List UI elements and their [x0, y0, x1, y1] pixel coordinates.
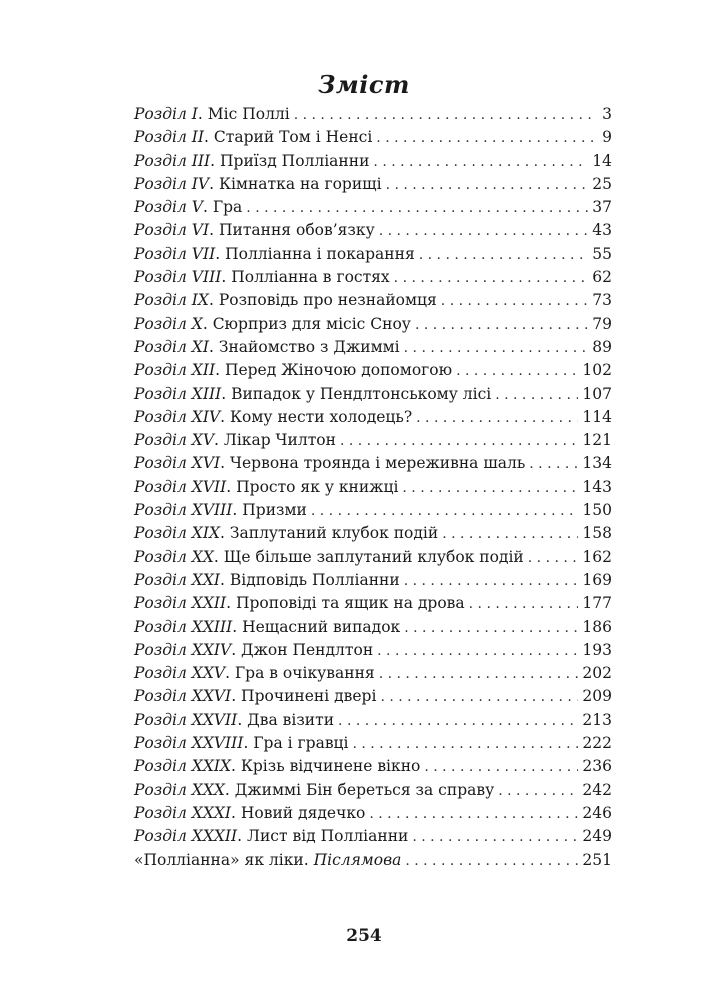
chapter-label: Розділ XXX [134, 780, 225, 799]
chapter-title: Джиммі Бін береться за справу [234, 780, 495, 799]
leader-dots [424, 759, 578, 775]
chapter-label: Розділ XI [134, 337, 209, 356]
chapter-title: Проповіді та ящик на дрова [235, 594, 465, 613]
chapter-label: Розділ XXII [134, 594, 227, 613]
page-ref: 249 [582, 827, 612, 846]
page-title: Зміст [318, 70, 410, 99]
page-ref: 134 [582, 454, 612, 473]
page-ref: 55 [592, 244, 612, 263]
toc-entry: Розділ XV. Лікар Чилтон . . . 121 [134, 431, 612, 454]
page-ref: 169 [582, 570, 612, 589]
afterword-page: 251 [582, 850, 612, 869]
chapter-label: Розділ XIV [134, 407, 221, 426]
leader-dots [404, 340, 589, 356]
chapter-title: Крізь відчинене вікно [240, 757, 421, 776]
leader-dots [402, 480, 578, 496]
chapter-label: Розділ XIII [134, 384, 222, 403]
chapter-title: Міс Поллі [207, 105, 290, 123]
chapter-title: Розповідь про незнайомця [218, 291, 437, 310]
chapter-title: Лікар Чилтон [223, 431, 336, 450]
toc-entry: Розділ XIX. Заплутаний клубок подій . . . 158 [134, 524, 612, 547]
page-ref: 102 [582, 361, 612, 380]
chapter-title: Лист від Полліанни [247, 827, 409, 846]
chapter-title: Питання обов’язку [218, 221, 375, 240]
chapter-title: Гра в очікування [234, 664, 375, 683]
toc-entry: Розділ VII. Полліанна і покарання . . . 55 [134, 245, 612, 268]
chapter-label: Розділ IV [134, 174, 210, 193]
chapter-title: Червона троянда і мереживна шаль [230, 454, 526, 473]
chapter-label: Розділ III [134, 151, 211, 170]
page-ref: 14 [592, 151, 612, 170]
page-ref: 193 [582, 640, 612, 659]
chapter-title: Полліанна і покарання [225, 244, 415, 263]
leader-dots [498, 783, 578, 799]
leader-dots [416, 410, 578, 426]
afterword-title: «Полліанна» як ліки. [134, 850, 309, 869]
toc-entry: Розділ XXXI. Новий дядечко . . . 246 [134, 804, 612, 827]
page-ref: 209 [582, 687, 612, 706]
page-ref: 242 [582, 780, 612, 799]
toc-entry: Розділ XXIX. Крізь відчинене вікно . . . 236 [134, 757, 612, 780]
page-ref: 246 [582, 803, 612, 822]
chapter-label: Розділ V [134, 198, 203, 217]
chapter-label: Розділ IX [134, 291, 209, 310]
chapter-title: Полліанна в гостях [231, 268, 390, 287]
toc-entry: Розділ X. Сюрприз для місіс Сноу . . . 79 [134, 315, 612, 338]
toc-entry: Розділ VIII. Полліанна в гостях . . . 62 [134, 268, 612, 291]
chapter-title: Старий Том і Ненсі [213, 128, 373, 147]
leader-dots [469, 596, 579, 612]
page-ref: 43 [592, 221, 612, 240]
chapter-label: Розділ XXIV [134, 640, 232, 659]
toc-entry: Розділ IX. Розповідь про незнайомця . . . 73 [134, 291, 612, 314]
leader-dots [404, 620, 578, 636]
chapter-label: Розділ XVI [134, 454, 221, 473]
chapter-label: Розділ XIX [134, 524, 220, 543]
page-ref: 3 [602, 105, 612, 123]
toc-entry: Розділ XVI. Червона троянда і мереживна шаль . . . 134 [134, 454, 612, 477]
chapter-label: Розділ XVII [134, 477, 227, 496]
chapter-label: Розділ XXIII [134, 617, 233, 636]
toc-entry: Розділ XXXII. Лист від Полліанни . . . 249 [134, 827, 612, 850]
chapter-label: Розділ XVIII [134, 501, 233, 520]
leader-dots [373, 154, 588, 170]
page-ref: 121 [582, 431, 612, 450]
afterword-subtitle: Післямова [313, 850, 402, 869]
leader-dots [456, 363, 578, 379]
chapter-title: Просто як у книжці [236, 477, 399, 496]
leader-dots [294, 107, 594, 123]
chapter-title: Прочинені двері [241, 687, 377, 706]
toc-entry: Розділ XVIII. Призми . . . 150 [134, 501, 612, 524]
chapter-label: Розділ VI [134, 221, 210, 240]
page-ref: 79 [592, 314, 612, 333]
leader-dots [386, 177, 589, 193]
chapter-label: Розділ X [134, 314, 203, 333]
chapter-label: Розділ XXVIII [134, 734, 244, 753]
chapter-label: Розділ XXVII [134, 710, 238, 729]
leader-dots [528, 550, 579, 566]
toc-entry: Розділ XIII. Випадок у Пендлтонському лісі . . . 107 [134, 385, 612, 408]
chapter-label: Розділ XXVI [134, 687, 232, 706]
page-ref: 25 [592, 174, 612, 193]
chapter-title: Гра [212, 198, 243, 217]
chapter-label: Розділ XXXI [134, 803, 232, 822]
page-ref: 236 [582, 757, 612, 776]
toc-entry: Розділ XXII. Проповіді та ящик на дрова . . . 177 [134, 594, 612, 617]
chapter-label: Розділ XXI [134, 570, 220, 589]
chapter-title: Кімнатка на горищі [218, 174, 382, 193]
toc-entry: Розділ VI. Питання обов’язку . . . 43 [134, 221, 612, 244]
leader-dots [311, 503, 579, 519]
chapter-title: Гра і гравці [253, 734, 349, 753]
chapter-title: Перед Жіночою допомогою [224, 361, 453, 380]
toc-entry: Розділ I. Міс Поллі . . . 3 [134, 105, 612, 128]
toc-entry: Розділ XIV. Кому нести холодець? . . . 114 [134, 408, 612, 431]
page-number: 254 [346, 926, 382, 946]
leader-dots [376, 130, 594, 146]
toc-entry: Розділ XXV. Гра в очікування . . . 202 [134, 664, 612, 687]
toc-entry: Розділ XXVII. Два візити . . . 213 [134, 711, 612, 734]
toc-entry: Розділ XXI. Відповідь Полліанни . . . 169 [134, 571, 612, 594]
leader-dots [246, 200, 588, 216]
leader-dots [380, 689, 578, 705]
leader-dots [412, 829, 578, 845]
toc-entry: Розділ V. Гра . . . 37 [134, 198, 612, 221]
leader-dots [441, 293, 588, 309]
chapter-title: Два візити [247, 710, 335, 729]
toc-entry: Розділ XXIII. Нещасний випадок . . . 186 [134, 618, 612, 641]
leader-dots [442, 526, 578, 542]
toc-entry: Розділ XI. Знайомство з Джиммі . . . 89 [134, 338, 612, 361]
toc-entry: Розділ II. Старий Том і Ненсі . . . 9 [134, 128, 612, 151]
leader-dots [379, 666, 579, 682]
page-ref: 222 [582, 734, 612, 753]
toc-entry: Розділ XXIV. Джон Пендлтон . . . 193 [134, 641, 612, 664]
chapter-title: Призми [242, 501, 307, 520]
page-ref: 158 [582, 524, 612, 543]
page-ref: 186 [582, 617, 612, 636]
leader-dots [405, 853, 578, 869]
leader-dots [394, 270, 589, 286]
leader-dots [352, 736, 578, 752]
leader-dots [340, 433, 578, 449]
toc-entry: Розділ IV. Кімнатка на горищі . . . 25 [134, 175, 612, 198]
toc-entry: Розділ III. Приїзд Полліанни . . . 14 [134, 152, 612, 175]
page-ref: 213 [582, 710, 612, 729]
toc-entry: Розділ XXVIII. Гра і гравці . . . 222 [134, 734, 612, 757]
chapter-label: Розділ VII [134, 244, 216, 263]
chapter-label: Розділ II [134, 128, 205, 147]
chapter-title: Знайомство з Джиммі [218, 337, 400, 356]
leader-dots [369, 806, 578, 822]
chapter-title: Нещасний випадок [242, 617, 401, 636]
chapter-label: Розділ XX [134, 547, 214, 566]
chapter-label: Розділ XII [134, 361, 216, 380]
chapter-title: Ще більше заплутаний клубок подій [223, 547, 524, 566]
page-ref: 37 [592, 198, 612, 217]
page-ref: 150 [582, 501, 612, 520]
toc-entry: Розділ XXX. Джиммі Бін береться за справу . . . 242 [134, 781, 612, 804]
page-ref: 162 [582, 547, 612, 566]
page-ref: 107 [582, 384, 612, 403]
chapter-label: Розділ I [134, 105, 198, 123]
chapter-label: Розділ VIII [134, 268, 222, 287]
page-ref: 62 [592, 268, 612, 287]
leader-dots [529, 456, 578, 472]
page-ref: 73 [592, 291, 612, 310]
page-ref: 9 [602, 128, 612, 147]
chapter-title: Новий дядечко [240, 803, 366, 822]
chapter-label: Розділ XV [134, 431, 215, 450]
toc-entry-afterword [134, 851, 612, 874]
chapter-title: Заплутаний клубок подій [229, 524, 439, 543]
leader-dots [404, 573, 579, 589]
page-ref: 177 [582, 594, 612, 613]
leader-dots [377, 643, 578, 659]
leader-dots [415, 317, 588, 333]
page-ref: 202 [582, 664, 612, 683]
chapter-title: Сюрприз для місіс Сноу [212, 314, 411, 333]
table-of-contents [134, 105, 612, 874]
leader-dots [419, 247, 589, 263]
toc-entry: Розділ XXVI. Прочинені двері . . . 209 [134, 687, 612, 710]
chapter-label: Розділ XXV [134, 664, 226, 683]
page-ref: 143 [582, 477, 612, 496]
chapter-label: Розділ XXIX [134, 757, 232, 776]
chapter-title: Джон Пендлтон [241, 640, 374, 659]
chapter-title: Приїзд Полліанни [220, 151, 370, 170]
chapter-title: Випадок у Пендлтонському лісі [231, 384, 492, 403]
chapter-title: Кому нести холодець? [230, 407, 413, 426]
leader-dots [338, 713, 578, 729]
page-ref: 89 [592, 337, 612, 356]
chapter-label: Розділ XXXII [134, 827, 238, 846]
toc-entry: Розділ XII. Перед Жіночою допомогою . . . 102 [134, 361, 612, 384]
leader-dots [379, 223, 589, 239]
page-ref: 114 [582, 407, 612, 426]
toc-entry: Розділ XX. Ще більше заплутаний клубок подій . . . 162 [134, 548, 612, 571]
toc-entry: Розділ XVII. Просто як у книжці . . . 143 [134, 478, 612, 501]
leader-dots [495, 387, 578, 403]
chapter-title: Відповідь Полліанни [229, 570, 400, 589]
